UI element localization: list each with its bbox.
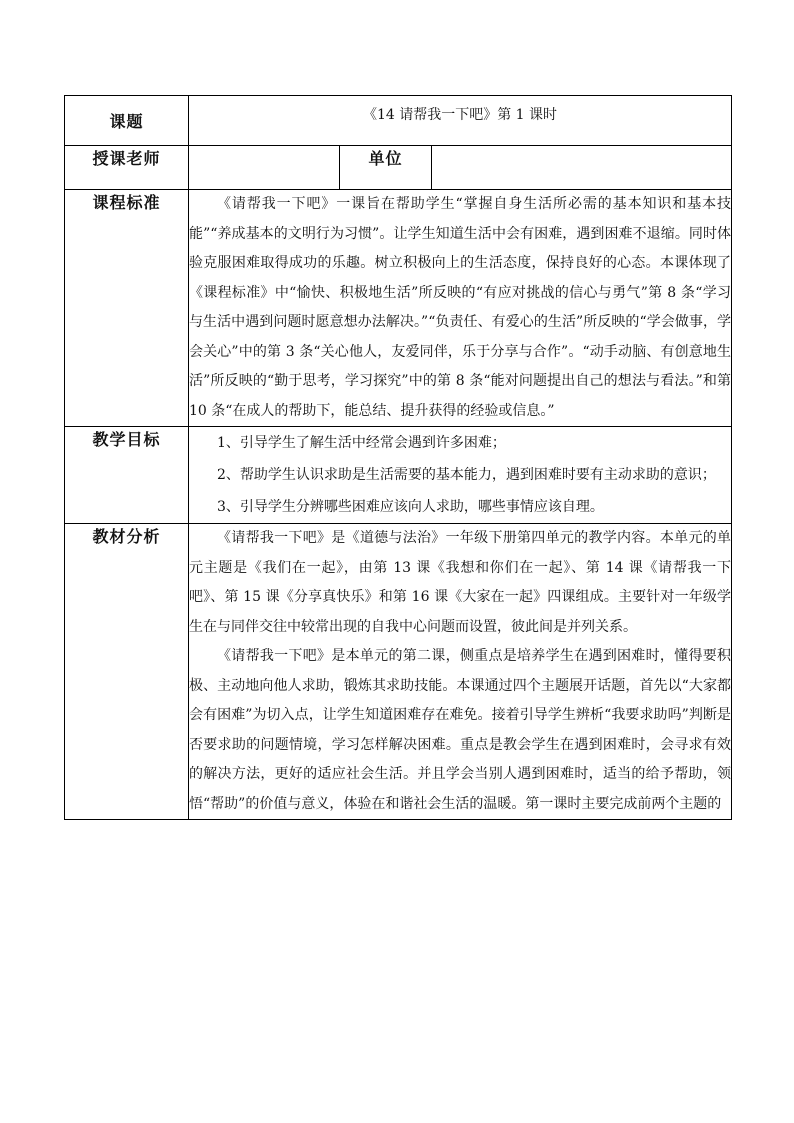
lesson-plan-table (64, 95, 732, 820)
goals-label: 教学目标 (65, 427, 189, 524)
standard-text: 《请帮我一下吧》一课旨在帮助学生“掌握自身生活所必需的基本知识和基本技能”“养成基本的文明行为习惯”。让学生知道生活中会有困难，遇到困难不退缩。同时体验克服困难取得成功的乐趣。树立积极向上的生活态度，保持良好的心态。本课体现了《课程标准》中“愉快、积极地生活”所反映的“有应对挑战的信心与勇气”第 8 条“学习与生活中遇到问题时愿意想办法解决。”“负责任、有爱心的生活”所反映的“学会做事，学会关心”中的第 3 条“关心他人，友爱同伴，乐于分享与合作”。“动手动脑、有创意地生活”所反映的“勤于思考，学习探究”中的第 8 条“能对问题提出自己的想法与看法。”和第 10 条“在成人的帮助下，能总结、提升获得的经验或信息。” (189, 196, 732, 419)
lesson-title: 《14 请帮我一下吧》第 1 课时 (189, 96, 732, 146)
analysis-cell (189, 524, 732, 820)
goals-cell (189, 427, 732, 524)
goal-item: 1、引导学生了解生活中经常会遇到许多困难； (217, 435, 506, 451)
teacher-value (189, 146, 340, 190)
analysis-paragraph: 《请帮我一下吧》是本单元的第二课，侧重点是培养学生在遇到困难时，懂得要积极、主动地向他人求助，锻炼其求助技能。本课通过四个主题展开话题，首先以“大家都会有困难”为切入点，让学生知道困难存在难免。接着引导学生辨析“我要求助吗”判断是否要求助的问题情境，学习怎样解决困难。重点是教会学生在遇到困难时，会寻求有效的解决方法，更好的适应社会生活。并且学会当别人遇到困难时，适当的给予帮助，领悟“帮助”的价值与意义，体验在和谐社会生活的温暖。第一课时主要完成前两个主题的 (189, 648, 732, 812)
standard-row (65, 190, 732, 427)
analysis-paragraph: 《请帮我一下吧》是《道德与法治》一年级下册第四单元的教学内容。本单元的单元主题是《我们在一起》，由第 13 课《我想和你们在一起》、第 14 课《请帮我一下吧》、第 15 课《分享真快乐》和第 16 课《大家在一起》四课组成。主要针对一年级学生在与同伴交往中较常出现的自我中心问题而设置，彼此间是并列关系。 (189, 530, 732, 635)
title-label: 课题 (65, 96, 189, 146)
title-row (65, 96, 732, 146)
analysis-label: 教材分析 (65, 524, 189, 820)
standard-cell (189, 190, 732, 427)
analysis-row (65, 524, 732, 820)
goals-row (65, 427, 732, 524)
standard-label: 课程标准 (65, 190, 189, 427)
goal-item: 2、帮助学生认识求助是生活需要的基本能力，遇到困难时要有主动求助的意识； (217, 467, 716, 483)
unit-label: 单位 (340, 146, 432, 190)
teacher-row (65, 146, 732, 190)
teacher-label: 授课老师 (65, 146, 189, 190)
unit-value (432, 146, 732, 190)
goal-item: 3、引导学生分辨哪些困难应该向人求助，哪些事情应该自理。 (217, 499, 604, 515)
